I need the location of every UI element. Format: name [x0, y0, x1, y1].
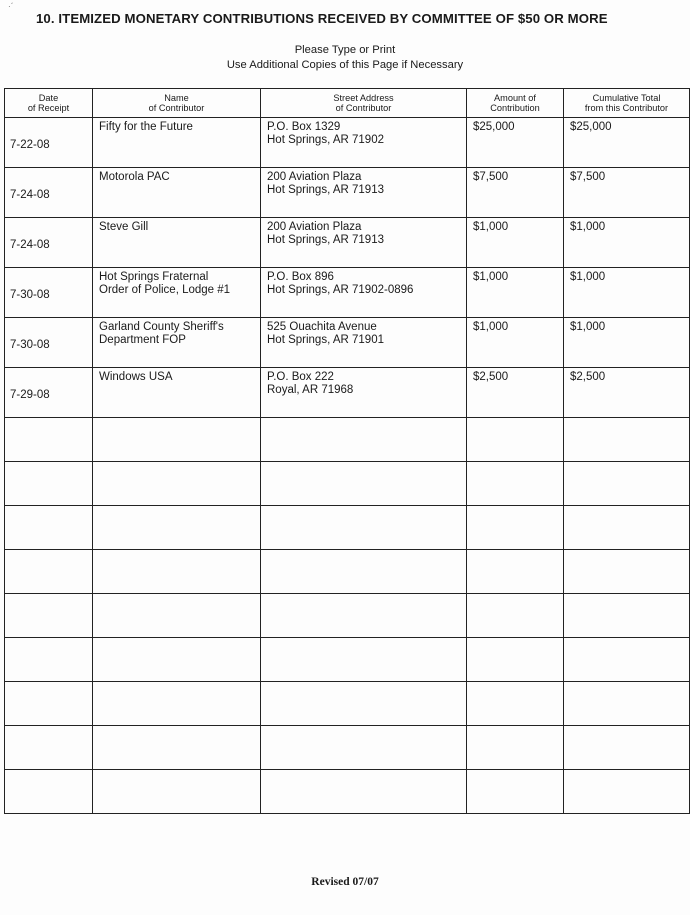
blank-cell[interactable]	[261, 418, 467, 462]
date-cell: 7-24-08	[5, 218, 93, 268]
address-cell	[261, 168, 467, 218]
column-header-name	[93, 89, 261, 118]
contributor-name-line: Garland County Sheriff's	[99, 321, 224, 333]
table-row	[5, 318, 690, 368]
address-line: Hot Springs, AR 71902	[267, 134, 384, 146]
column-header-line: Name	[164, 92, 189, 103]
column-header-amount	[467, 89, 564, 118]
scan-mark: ·ˊ	[8, 2, 14, 11]
blank-cell[interactable]	[564, 638, 690, 682]
contributions-table	[4, 88, 690, 814]
blank-cell[interactable]	[467, 594, 564, 638]
contributor-name-cell	[93, 268, 261, 318]
blank-cell[interactable]	[261, 770, 467, 814]
blank-cell[interactable]	[261, 550, 467, 594]
blank-cell[interactable]	[261, 594, 467, 638]
contributor-name-cell	[93, 368, 261, 418]
amount-cell: $7,500	[467, 168, 564, 218]
contributor-name-cell	[93, 318, 261, 368]
blank-cell[interactable]	[564, 594, 690, 638]
blank-cell[interactable]	[5, 770, 93, 814]
blank-cell[interactable]	[564, 770, 690, 814]
column-header-line: of Contributor	[148, 103, 205, 113]
blank-cell[interactable]	[5, 638, 93, 682]
blank-cell[interactable]	[93, 638, 261, 682]
column-header-line: from this Contributor	[584, 103, 669, 113]
address-cell	[261, 118, 467, 168]
blank-cell[interactable]	[5, 682, 93, 726]
blank-cell[interactable]	[467, 462, 564, 506]
blank-cell[interactable]	[564, 550, 690, 594]
amount-cell: $1,000	[467, 218, 564, 268]
contributor-name-line: Hot Springs Fraternal	[99, 271, 209, 283]
blank-cell[interactable]	[5, 594, 93, 638]
table-row	[5, 268, 690, 318]
column-header-date	[5, 89, 93, 118]
blank-cell[interactable]	[564, 726, 690, 770]
contributor-name-line: Steve Gill	[99, 221, 149, 233]
blank-cell[interactable]	[564, 418, 690, 462]
address-cell	[261, 318, 467, 368]
table-header-row	[5, 89, 690, 118]
blank-cell[interactable]	[93, 506, 261, 550]
blank-cell[interactable]	[5, 506, 93, 550]
blank-cell[interactable]	[467, 770, 564, 814]
address-line: P.O. Box 222	[267, 371, 334, 383]
table-body	[5, 118, 690, 814]
contributor-name-line: Order of Police, Lodge #1	[99, 284, 231, 296]
blank-cell[interactable]	[5, 418, 93, 462]
blank-cell[interactable]	[93, 682, 261, 726]
blank-cell[interactable]	[261, 462, 467, 506]
address-line: Hot Springs, AR 71901	[267, 334, 384, 346]
cumulative-cell: $7,500	[564, 168, 690, 218]
blank-cell[interactable]	[93, 462, 261, 506]
blank-cell[interactable]	[467, 506, 564, 550]
column-header-line: of Contributor	[335, 103, 392, 113]
cumulative-cell: $2,500	[564, 368, 690, 418]
blank-row	[5, 682, 690, 726]
amount-cell: $25,000	[467, 118, 564, 168]
address-line: P.O. Box 1329	[267, 121, 341, 133]
column-header-line: Amount of	[494, 92, 536, 103]
blank-cell[interactable]	[93, 594, 261, 638]
blank-cell[interactable]	[564, 462, 690, 506]
table-row	[5, 168, 690, 218]
column-header-line: Contribution	[490, 103, 540, 113]
table-row	[5, 118, 690, 168]
blank-row	[5, 726, 690, 770]
column-header-address	[261, 89, 467, 118]
blank-cell[interactable]	[93, 770, 261, 814]
address-line: 200 Aviation Plaza	[267, 221, 362, 233]
blank-cell[interactable]	[564, 682, 690, 726]
cumulative-cell: $1,000	[564, 268, 690, 318]
address-cell	[261, 268, 467, 318]
contributor-name-cell	[93, 118, 261, 168]
blank-cell[interactable]	[261, 506, 467, 550]
blank-cell[interactable]	[5, 550, 93, 594]
column-header-line: Cumulative Total	[592, 92, 661, 103]
column-header-cumulative	[564, 89, 690, 118]
blank-cell[interactable]	[93, 726, 261, 770]
date-cell: 7-24-08	[5, 168, 93, 218]
contributor-name-line: Motorola PAC	[99, 171, 170, 183]
amount-cell: $1,000	[467, 268, 564, 318]
blank-cell[interactable]	[261, 682, 467, 726]
instruction-copies: Use Additional Copies of this Page if Necessary	[226, 59, 464, 71]
blank-row	[5, 638, 690, 682]
blank-cell[interactable]	[93, 418, 261, 462]
blank-cell[interactable]	[467, 638, 564, 682]
blank-row	[5, 770, 690, 814]
blank-cell[interactable]	[467, 726, 564, 770]
blank-cell[interactable]	[564, 506, 690, 550]
address-line: 200 Aviation Plaza	[267, 171, 362, 183]
contributor-name-line: Department FOP	[99, 334, 186, 346]
blank-cell[interactable]	[5, 462, 93, 506]
contributor-name-line: Windows USA	[99, 371, 173, 383]
date-cell: 7-30-08	[5, 318, 93, 368]
blank-cell[interactable]	[467, 550, 564, 594]
amount-cell: $1,000	[467, 318, 564, 368]
blank-cell[interactable]	[261, 638, 467, 682]
address-line: Hot Springs, AR 71902-0896	[267, 284, 414, 296]
address-line: 525 Ouachita Avenue	[267, 321, 377, 333]
contributor-name-cell	[93, 218, 261, 268]
table-row	[5, 218, 690, 268]
date-cell: 7-29-08	[5, 368, 93, 418]
blank-row	[5, 462, 690, 506]
date-cell: 7-22-08	[5, 118, 93, 168]
blank-row	[5, 594, 690, 638]
cumulative-cell: $25,000	[564, 118, 690, 168]
contributor-name-line: Fifty for the Future	[99, 121, 193, 133]
blank-row	[5, 550, 690, 594]
form-instructions	[0, 43, 690, 73]
address-line: Hot Springs, AR 71913	[267, 184, 384, 196]
amount-cell: $2,500	[467, 368, 564, 418]
address-line: Royal, AR 71968	[267, 384, 354, 396]
column-header-line: Date	[38, 92, 59, 103]
blank-row	[5, 506, 690, 550]
blank-cell[interactable]	[467, 418, 564, 462]
page-title: 10. ITEMIZED MONETARY CONTRIBUTIONS RECEIVED BY COMMITTEE OF $50 OR MORE	[36, 11, 608, 26]
cumulative-cell: $1,000	[564, 318, 690, 368]
cumulative-cell: $1,000	[564, 218, 690, 268]
date-cell: 7-30-08	[5, 268, 93, 318]
instruction-print: Please Type or Print	[294, 44, 396, 56]
address-cell	[261, 218, 467, 268]
address-cell	[261, 368, 467, 418]
blank-cell[interactable]	[467, 682, 564, 726]
blank-cell[interactable]	[261, 726, 467, 770]
column-header-line: of Receipt	[27, 103, 70, 113]
contributor-name-cell	[93, 168, 261, 218]
table-row	[5, 368, 690, 418]
blank-cell[interactable]	[5, 726, 93, 770]
address-line: P.O. Box 896	[267, 271, 334, 283]
revision-note: Revised 07/07	[311, 876, 379, 888]
blank-row	[5, 418, 690, 462]
column-header-line: Street Address	[333, 92, 394, 103]
address-line: Hot Springs, AR 71913	[267, 234, 384, 246]
blank-cell[interactable]	[93, 550, 261, 594]
